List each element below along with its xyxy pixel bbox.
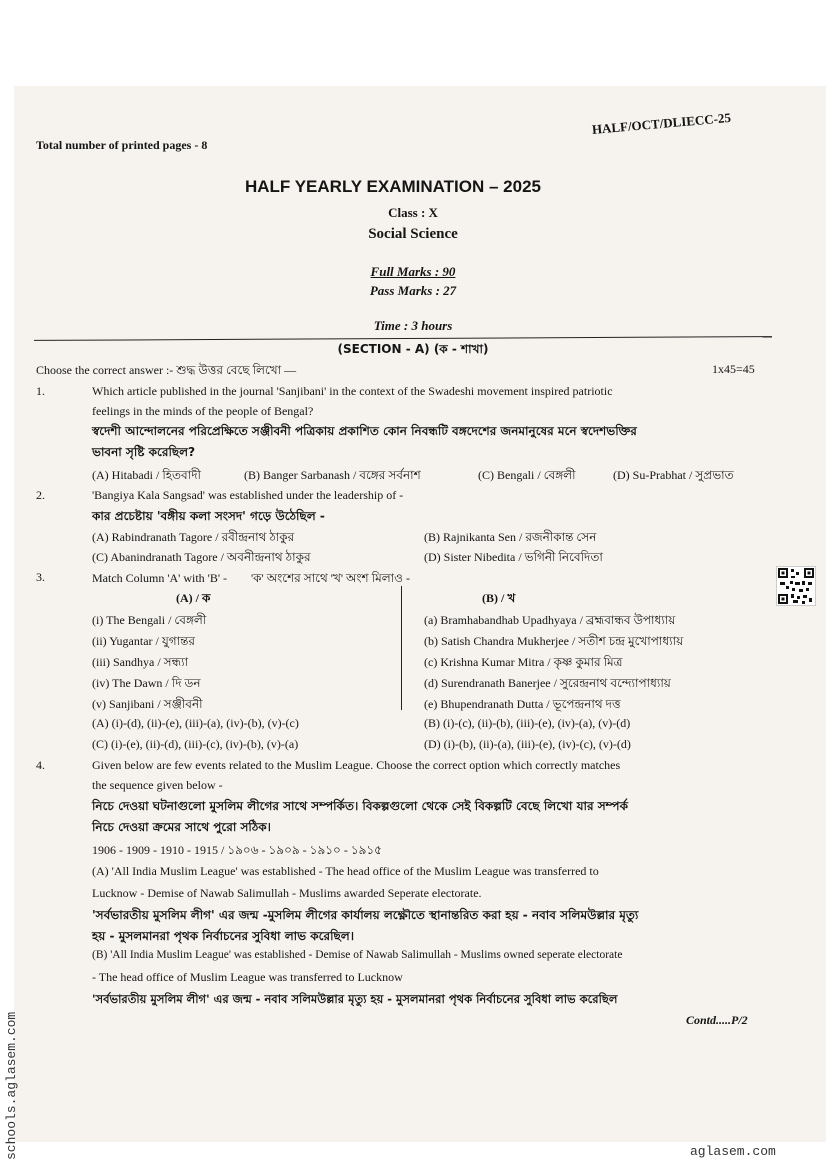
question-text-bengali: নিচে দেওয়া ক্রমের সাথে পুরো সঠিক। — [92, 820, 271, 834]
question-text: Which article published in the journal 'Sanjibani' in the context of the Swadeshi movement inspired patriotic — [92, 384, 613, 398]
event-years: 1906 - 1909 - 1910 - 1915 / ১৯০৬ - ১৯০৯ - ১৯১০ - ১৯১৫ — [92, 843, 382, 857]
option-d: (D) Sister Nibedita / ভগিনী নিবেদিতা — [424, 550, 603, 564]
option-c: (C) Bengali / বেঙ্গলী — [478, 468, 576, 482]
question-text-bengali: ভাবনা সৃষ্টি করেছিল? — [92, 445, 196, 459]
section-marks: 1x45=45 — [712, 362, 755, 376]
option-a-bengali: হয় - মুসলমানরা পৃথক নির্বাচনের সুবিধা লাভ করেছিল। — [92, 929, 355, 943]
full-marks: Full Marks : 90 — [370, 264, 456, 279]
column-divider — [401, 586, 402, 710]
column-a-item: (ii) Yugantar / যুগান্তর — [92, 634, 195, 648]
question-text: 'Bangiya Kala Sangsad' was established under the leadership of - — [92, 488, 404, 502]
printed-pages: Total number of printed pages - 8 — [36, 138, 208, 152]
question-text: Match Column 'A' with 'B' - 'ক' অংশের সাথে 'খ' অংশ মিলাও - — [92, 571, 410, 585]
option-b-bengali: 'সর্বভারতীয় মুসলিম লীগ' এর জন্ম - নবাব সলিমউল্লার মৃত্যু হয় - মুসলমানরা পৃথক নির্বাচনের সুবিধা লাভ করেছিল — [92, 992, 618, 1006]
option-b: - The head office of Muslim League was transferred to Lucknow — [92, 970, 403, 984]
option-d: (D) (i)-(b), (ii)-(a), (iii)-(e), (iv)-(c), (v)-(d) — [424, 737, 631, 751]
exam-title: HALF YEARLY EXAMINATION – 2025 — [244, 177, 541, 196]
question-number: 2. — [36, 488, 45, 502]
option-a: (A) Rabindranath Tagore / রবীন্দ্রনাথ ঠাকুর — [92, 530, 295, 544]
question-text: feelings in the minds of the people of Bengal? — [92, 404, 314, 418]
instruction: Choose the correct answer :- শুদ্ধ উত্তর বেছে লিখো — — [36, 363, 297, 377]
option-b: (B) Rajnikanta Sen / রজনীকান্ত সেন — [424, 530, 597, 544]
paper-code: HALF/OCT/DLIECC-25 — [591, 109, 732, 137]
question-number: 1. — [36, 384, 45, 398]
option-a: Lucknow - Demise of Nawab Salimullah - Muslims awarded Seperate electorate. — [92, 886, 482, 900]
qr-code — [776, 566, 816, 606]
column-b-item: (c) Krishna Kumar Mitra / কৃষ্ণ কুমার মিত্র — [424, 655, 623, 669]
column-a-item: (iii) Sandhya / সন্ধ্যা — [92, 655, 189, 669]
section-title: (SECTION - A) (ক - শাখা) — [337, 342, 489, 356]
option-d: (D) Su-Prabhat / সুপ্রভাত — [613, 468, 734, 482]
column-b-header: (B) / খ — [482, 591, 516, 605]
option-b: (B) 'All India Muslim League' was established - Demise of Nawab Salimullah - Muslims owned seperate electorate — [92, 949, 623, 961]
option-a: (A) Hitabadi / হিতবাদী — [92, 468, 201, 482]
column-b-item: (a) Bramhabandhab Upadhyaya / ব্রহ্মবান্ধব উপাধ্যায় — [424, 613, 676, 627]
question-text-bengali: কার প্রচেষ্টায় 'বঙ্গীয় কলা সংসদ' গড়ে উঠেছিল - — [92, 509, 325, 523]
subject-label: Social Science — [368, 226, 458, 242]
side-watermark: schools.aglasem.com — [4, 1011, 19, 1160]
option-c: (C) Abanindranath Tagore / অবনীন্দ্রনাথ ঠাকুর — [92, 550, 311, 564]
page-margin — [0, 86, 14, 1142]
question-text: Given below are few events related to the Muslim League. Choose the correct option which correctly matches — [92, 758, 621, 772]
question-text-bengali: নিচে দেওয়া ঘটনাগুলো মুসলিম লীগের সাথে সম্পর্কিত। বিকল্পগুলো থেকে সেই বিকল্পটি বেছে লিখো যার সম্পর্ক — [92, 799, 628, 813]
option-b: (B) Banger Sarbanash / বঙ্গের সর্বনাশ — [244, 468, 421, 482]
option-a: (A) 'All India Muslim League' was established - The head office of the Muslim League was transferred to — [92, 864, 599, 878]
column-b-item: (e) Bhupendranath Dutta / ভূপেন্দ্রনাথ দত্ত — [424, 697, 621, 711]
column-a-item: (i) The Bengali / বেঙ্গলী — [92, 613, 207, 627]
column-a-item: (iv) The Dawn / দি ডন — [92, 676, 201, 690]
option-c: (C) (i)-(e), (ii)-(d), (iii)-(c), (iv)-(b), (v)-(a) — [92, 737, 299, 751]
site-watermark: aglasem.com — [690, 1144, 776, 1159]
question-text-bengali: স্বদেশী আন্দোলনের পরিপ্রেক্ষিতে সঞ্জীবনী পত্রিকায় প্রকাশিত কোন নিবন্ধটি বঙ্গদেশের জনমানুষের মনে স্বদেশভক্তির — [92, 424, 637, 438]
column-b-item: (d) Surendranath Banerjee / সুরেন্দ্রনাথ বন্দ্যোপাধ্যায় — [424, 676, 671, 690]
qr-code-icon — [777, 567, 815, 605]
question-number: 4. — [36, 758, 45, 772]
class-label: Class : X — [388, 205, 438, 220]
time-label: Time : 3 hours — [373, 318, 453, 333]
question-number: 3. — [36, 570, 45, 584]
column-b-item: (b) Satish Chandra Mukherjee / সতীশ চন্দ্র মুখোপাধ্যায় — [424, 634, 684, 648]
column-a-item: (v) Sanjibani / সঞ্জীবনী — [92, 697, 203, 711]
option-a-bengali: 'সর্বভারতীয় মুসলিম লীগ' এর জন্ম -মুসলিম লীগের কার্যালয় লক্ষ্ণৌতে স্থানান্তরিত করা হয় - নবাব সলিমউল্লার মৃত্যু — [92, 908, 639, 922]
option-a: (A) (i)-(d), (ii)-(e), (iii)-(a), (iv)-(b), (v)-(c) — [92, 716, 299, 730]
option-b: (B) (i)-(c), (ii)-(b), (iii)-(e), (iv)-(a), (v)-(d) — [424, 716, 631, 730]
pass-marks: Pass Marks : 27 — [369, 283, 457, 298]
question-text: the sequence given below - — [92, 778, 223, 792]
continued-label: Contd.....P/2 — [686, 1013, 748, 1027]
column-a-header: (A) / ক — [176, 591, 211, 605]
